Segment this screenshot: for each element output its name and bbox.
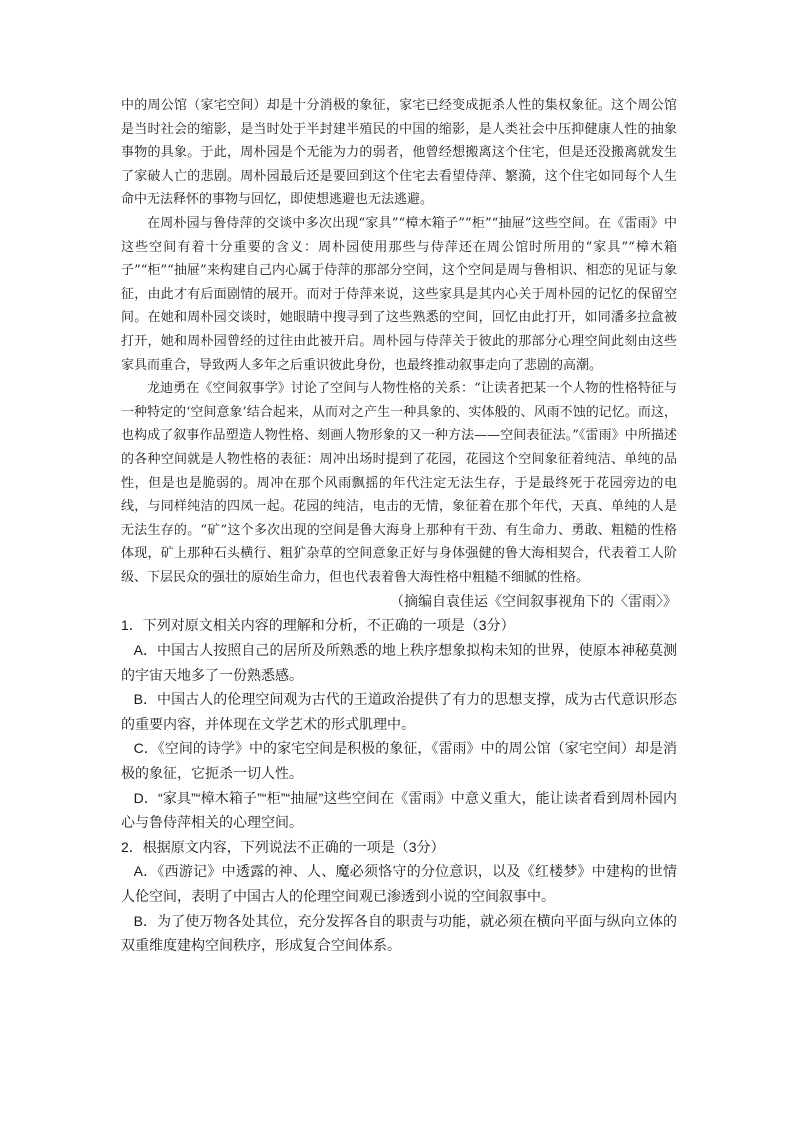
passage-paragraph-2: 在周朴园与鲁侍萍的交谈中多次出现“家具”“樟木箱子”“柜”“抽屉”这些空间。在《雷雨》中这些空间有着十分重要的含义：周朴园使用那些与侍萍还在周公馆时所用的“家具”“樟木箱子”“柜”“抽屉”来构建自己内心属于侍萍的那部分空间，这个空间是周与鲁相识、相恋的见证与象征，由此才有后面剧情的展开。而对于侍萍来说，这些家具是其内心关于周朴园的记忆的保留空间。在她和周朴园交谈时，她眼睛中搜寻到了这些熟悉的空间，回忆由此打开，如同潘多拉盒被打开，她和周朴园曾经的过往由此被开启。周朴园与侍萍关于彼此的那部分心理空间此刻由这些家具而重合，导致两人多年之后重识彼此身份，也最终推动叙事走向了悲剧的高潮。 <box>121 215 677 373</box>
question-2-option-a: A．《西游记》中透露的神、人、魔必须恪守的分位意识，以及《红楼梦》中建构的世情人伦空间，表明了中国古人的伦理空间观已渗透到小说的空间叙事中。 <box>121 863 677 904</box>
question-1-stem: 1．下列对原文相关内容的理解和分析，不正确的一项是（3分） <box>121 617 515 634</box>
question-1-option-b: B．中国古人的伦理空间观为古代的王道政治提供了有力的思想支撑，成为古代意识形态的重要内容，并体现在文学艺术的形式肌理中。 <box>121 691 677 732</box>
source-citation: （摘编自袁佳运《空间叙事视角下的〈雷雨〉》 <box>390 593 677 610</box>
question-1-option-d: D．“家具”“樟木箱子”“柜”“抽屉”这些空间在《雷雨》中意义重大，能让读者看到周朴园内心与鲁侍萍相关的心理空间。 <box>121 789 677 831</box>
question-2 <box>121 835 677 958</box>
question-2-stem: 2．根据原文内容，下列说法不正确的一项是（3分） <box>121 838 445 855</box>
passage-paragraph-1: 中的周公馆（家宅空间）却是十分消极的象征，家宅已经变成扼杀人性的集权象征。这个周公馆是当时社会的缩影，是当时处于半封建半殖民的中国的缩影，是人类社会中压抑健康人性的抽象事物的具象。于此，周朴园是个无能为力的弱者，他曾经想搬离这个住宅，但是还没搬离就发生了家破人亡的悲剧。周朴园最后还是要回到这个住宅去看望侍萍、繁漪，这个住宅如同每个人生命中无法释怀的事物与回忆，即使想逃避也无法逃避。 <box>121 98 677 208</box>
question-1-option-a: A．中国古人按照自己的居所及所熟悉的地上秩序想象拟构未知的世界，使原本神秘莫测的宇宙天地多了一份熟悉感。 <box>121 642 677 683</box>
question-1 <box>121 613 677 834</box>
passage-paragraph-3: 龙迪勇在《空间叙事学》讨论了空间与人物性格的关系：“让读者把某一个人物的性格特征与一种特定的‘空间意象’结合起来，从而对之产生一种具象的、实体般的、风雨不蚀的记忆。而这，也构成了叙事作品塑造人物性格、刻画人物形象的又一种方法——空间表征法。”《雷雨》中所描述的各种空间就是人物性格的表征：周冲出场时提到了花园，花园这个空间象征着纯洁、单纯的品性，但是也是脆弱的。周冲在那个风雨飘摇的年代注定无法生存，于是最终死于花园旁边的电线，与同样纯洁的四凤一起。花园的纯洁，电击的无情，象征着在那个年代，天真、单纯的人是无法生存的。“矿”这个多次出现的空间是鲁大海身上那种有干劲、有生命力、勇敢、粗糙的性格体现，矿上那种石头横行、粗犷杂草的空间意象正好与身体强健的鲁大海相契合，代表着工人阶级、下层民众的强壮的原始生命力，但也代表着鲁大海性格中粗糙不细腻的性格。 <box>121 381 677 585</box>
document-page <box>121 94 677 958</box>
question-1-option-c: C．《空间的诗学》中的家宅空间是积极的象征，《雷雨》中的周公馆（家宅空间）却是消极的象征，它扼杀一切人性。 <box>121 740 677 782</box>
question-2-option-b: B．为了使万物各处其位，充分发挥各自的职责与功能，就必须在横向平面与纵向立体的双重维度建构空间秩序，形成复合空间体系。 <box>121 912 677 954</box>
